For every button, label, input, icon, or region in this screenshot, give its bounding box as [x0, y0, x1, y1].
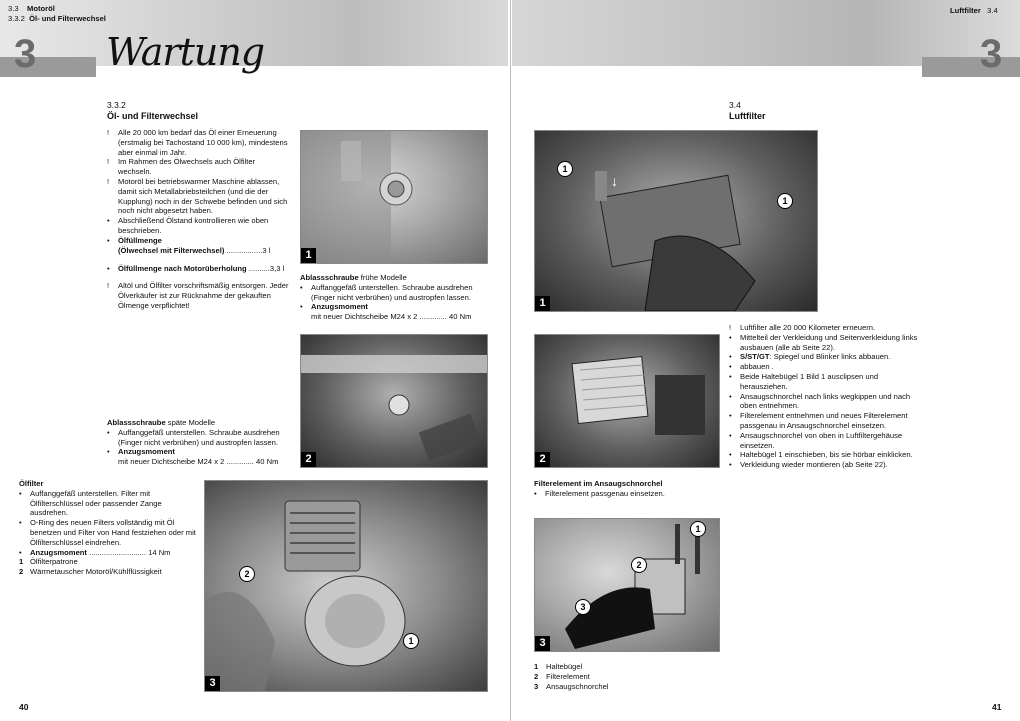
oil-fill-specs [107, 236, 297, 311]
list-marker: • [300, 282, 303, 292]
torque-line: mit neuer Dichtscheibe M24 x 2 [118, 457, 225, 467]
list-item-text: Luftfilter alle 20 000 Kilometer erneuern. [740, 323, 876, 332]
legend-number: 2 [19, 567, 24, 577]
right-section-heading [729, 100, 766, 122]
figure-number: 3 [205, 676, 220, 691]
legend-number: 1 [534, 662, 539, 671]
list-item [107, 447, 297, 467]
figure-drain-plug-early [300, 130, 488, 264]
list-item [729, 372, 919, 392]
model-variants: S/ST/GT [740, 352, 770, 362]
torque-label: Anzugsmoment [311, 302, 368, 312]
list-marker: • [729, 371, 732, 381]
list-marker: ! [729, 323, 732, 332]
torque-value: 40 Nm [449, 312, 472, 322]
callout-2: 2 [631, 557, 647, 573]
legend-item [19, 557, 201, 567]
list-item [534, 489, 724, 499]
torque-value: 14 Nm [148, 547, 171, 557]
list-item [729, 431, 919, 451]
list-item [19, 548, 201, 558]
torque-label: Anzugsmoment [30, 547, 87, 557]
oil-filter-list [19, 489, 201, 558]
drain-late-title-rest: späte Modelle [165, 418, 216, 427]
filter-element-title: Filterelement im Ansaugschnorchel [534, 479, 663, 488]
callout-2: 2 [239, 566, 255, 582]
filter-photo-illustration [535, 335, 719, 467]
disposal-note-text: Altöl und Ölfilter vorschriftsmäßig entsorgen. Jeder Ölverkäufer ist zur Rücknahme der gekauften Ölmenge verpflichtet! [118, 281, 289, 310]
snorkel-photo-illustration [535, 519, 719, 651]
fill-spec-1-label-a: Ölfüllmenge [118, 236, 162, 245]
torque-line: mit neuer Dichtscheibe M24 x 2 [311, 312, 418, 322]
left-chapter-number: 3 [14, 32, 37, 76]
legend-number: 3 [534, 681, 539, 691]
list-item-text: Mittelteil der Verkleidung und Seitenverkleidung links ausbauen (alle ab Seite 22). [740, 332, 918, 352]
figure-number: 2 [301, 452, 316, 467]
list-item-text: Abschließend Ölstand kontrollieren wie oben beschrieben. [118, 216, 269, 235]
fill-spec-1-leader: ................. [224, 245, 263, 255]
list-marker: • [19, 488, 22, 498]
list-item-text: Haltebügel 1 einschieben, bis sie hörbar einklicken. [740, 450, 913, 460]
list-item [729, 323, 919, 333]
right-section-num: 3.4 [729, 100, 741, 110]
list-item-text: Alle 20 000 km bedarf das Öl einer Erneuerung (erstmalig bei Tachostand 10 000 km), mindestens aber einmal im Jahr. [118, 128, 288, 157]
list-item-text: Beide Haltebügel 1 Bild 1 ausclipsen und herausziehen. [740, 371, 879, 391]
page-gutter [510, 0, 511, 721]
legend-text: Ölfilterpatrone [30, 557, 78, 567]
right-running-head [950, 6, 998, 16]
engine-photo-illustration [205, 481, 487, 691]
list-item [19, 489, 201, 518]
list-marker: • [729, 411, 732, 421]
running-head-num-2: 3.3.2 [8, 13, 25, 23]
figure-intake-snorkel [534, 518, 720, 652]
list-item [300, 283, 490, 303]
list-item [300, 302, 490, 322]
list-item-text: Verkleidung wieder montieren (ab Seite 22). [740, 460, 888, 470]
running-head-num-1: 3.3 [8, 4, 19, 13]
drain-early-title: Ablassschraube [300, 273, 359, 282]
list-marker: • [534, 488, 537, 498]
list-marker: ! [107, 157, 110, 167]
list-marker: • [107, 447, 110, 457]
list-marker: • [729, 430, 732, 440]
legend-text: Wärmetauscher Motoröl/Kühlflüssigkeit [30, 567, 162, 577]
list-marker: • [729, 391, 732, 401]
legend-item [19, 567, 201, 577]
fill-spec-1-label-b: (Ölwechsel mit Filterwechsel) [118, 245, 225, 255]
list-marker: ! [107, 281, 110, 291]
list-marker: ! [107, 128, 110, 137]
right-chapter-number: 3 [980, 32, 1003, 76]
drain-plug-late [107, 418, 297, 467]
figure-number: 1 [301, 248, 316, 263]
fill-spec-1 [107, 236, 297, 256]
running-head-text-1: Motoröl [27, 4, 55, 13]
right-running-head-num: 3.4 [987, 6, 998, 15]
callout-1: 1 [777, 193, 793, 209]
list-item [107, 428, 297, 448]
figure-airfilter-housing [534, 130, 818, 312]
drain-late-list [107, 428, 297, 467]
fill-spec-2-leader: .......... [246, 263, 270, 273]
running-head-text-2: Öl- und Filterwechsel [29, 13, 106, 23]
list-item-text: Auffanggefäß unterstellen. Schraube ausdrehen (Finger nicht verbrühen) und austropfen lassen. [311, 282, 473, 302]
right-chapter-bar [922, 57, 1020, 77]
list-item [107, 128, 289, 157]
fill-spec-2-value: 3,3 l [269, 263, 285, 273]
list-item [729, 333, 919, 353]
list-item [729, 450, 919, 460]
left-section-title: Öl- und Filterwechsel [107, 111, 199, 121]
list-item-text: Auffanggefäß unterstellen. Schraube ausdrehen (Finger nicht verbrühen) und austropfen lassen. [118, 427, 280, 447]
figure-oil-filter [204, 480, 488, 692]
list-item [729, 460, 919, 470]
torque-value: 40 Nm [256, 457, 279, 467]
list-marker: • [107, 427, 110, 437]
list-marker: • [19, 547, 22, 557]
list-marker: • [729, 460, 732, 470]
airfilter-legend [534, 662, 714, 691]
fill-spec-2-label: Ölfüllmenge nach Motorüberholung [118, 263, 247, 273]
list-item-text: Filterelement entnehmen und neues Filterelement passgenau in Ansaugschnorchel einsetzen. [740, 411, 908, 430]
left-running-head [8, 4, 106, 24]
list-marker: • [107, 236, 110, 245]
list-item-text: O-Ring des neuen Filters vollständig mit Öl benetzen und Filter von Hand festziehen oder mit Ölfilterschlüssel eindrehen. [30, 518, 196, 547]
list-marker: ! [107, 176, 110, 186]
callout-3: 3 [575, 599, 591, 615]
list-marker: • [729, 352, 732, 362]
list-marker: • [300, 302, 303, 312]
legend-item [534, 662, 714, 672]
right-header-whiteband [512, 66, 922, 77]
drain-late-title: Ablassschraube [107, 418, 166, 427]
figure-drain-plug-late [300, 334, 488, 468]
list-item-text: Ansaugschnorchel nach links wegkippen und nach oben entnehmen. [740, 391, 911, 411]
list-item [107, 177, 289, 216]
list-item [729, 362, 919, 372]
figure-number: 1 [535, 296, 550, 311]
oil-filter-legend [19, 557, 201, 577]
list-item-text: Auffanggefäß unterstellen. Filter mit Ölfilterschlüssel oder passender Zange ausdrehen. [30, 488, 162, 518]
oil-filter-title: Ölfilter [19, 479, 44, 488]
list-item-text: : Spiegel und Blinker links abbauen. [769, 352, 891, 362]
legend-item [534, 672, 714, 682]
fill-spec-2 [107, 264, 297, 274]
arrow-down-icon: ↓ [611, 173, 618, 189]
torque-leader: ............. [224, 457, 257, 467]
list-marker: • [107, 216, 110, 226]
left-section-num: 3.3.2 [107, 100, 126, 110]
airfilter-steps [729, 323, 919, 470]
disposal-note [107, 281, 297, 310]
callout-1: 1 [690, 521, 706, 537]
list-marker: • [729, 450, 732, 460]
page-number-right: 41 [992, 702, 1002, 712]
legend-number: 2 [534, 671, 539, 681]
figure-number: 2 [535, 452, 550, 467]
list-item-text: Im Rahmen des Ölwechsels auch Ölfilter wechseln. [118, 157, 256, 177]
filter-element-caption [534, 479, 724, 499]
list-item [19, 518, 201, 547]
filter-element-list [534, 489, 724, 499]
list-item-text: Motoröl bei betriebswarmer Maschine ablassen, damit sich Metallabriebsteilchen (und die der Kupplung) noch in der Schwebe befinden und sich noch nicht abgesetzt haben. [118, 176, 288, 216]
figure-filter-element [534, 334, 720, 468]
legend-number: 1 [19, 557, 24, 567]
legend-text: Filterelement [546, 671, 590, 681]
right-section-title: Luftfilter [729, 111, 766, 121]
torque-leader: ............. [417, 312, 450, 322]
legend-item [534, 682, 714, 692]
callout-1: 1 [403, 633, 419, 649]
list-item [729, 352, 919, 362]
figure-number: 3 [535, 636, 550, 651]
callout-1: 1 [557, 161, 573, 177]
right-running-head-text: Luftfilter [950, 6, 981, 15]
list-marker: • [107, 263, 110, 273]
list-item [107, 216, 289, 236]
page-title: Wartung [106, 30, 265, 74]
list-item [729, 392, 919, 412]
list-marker: • [729, 362, 732, 372]
list-item-text: abbauen . [740, 362, 774, 372]
drain-early-title-rest: frühe Modelle [358, 273, 407, 282]
engine-photo-illustration [301, 131, 487, 263]
engine-photo-illustration [301, 335, 487, 467]
page-number-left: 40 [19, 702, 29, 712]
fill-spec-1-value: 3 l [262, 245, 271, 255]
legend-text: Ansaugschnorchel [546, 681, 609, 691]
list-item-text: Filterelement passgenau einsetzen. [545, 488, 665, 498]
left-section-heading [107, 100, 198, 122]
list-item [729, 411, 919, 431]
legend-text: Haltebügel [546, 662, 583, 671]
list-marker: • [19, 518, 22, 528]
list-marker: • [729, 332, 732, 342]
torque-label: Anzugsmoment [118, 447, 175, 457]
oil-change-notes [107, 128, 289, 236]
drain-early-list [300, 283, 490, 322]
list-item [107, 157, 289, 177]
drain-plug-early [300, 273, 490, 322]
list-item-text: Ansaugschnorchel von oben in Luftfiltergehäuse einsetzen. [740, 430, 903, 450]
torque-leader: ........................... [86, 547, 149, 557]
airbox-photo-illustration [535, 131, 817, 311]
oil-filter-section [19, 479, 201, 577]
